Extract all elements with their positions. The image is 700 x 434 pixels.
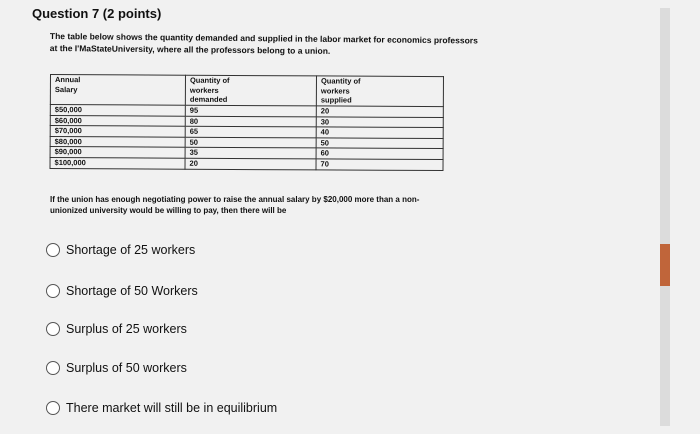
header-quantity-demanded: Quantity of workers demanded xyxy=(185,75,316,106)
table-row xyxy=(50,157,443,170)
header-annual-salary: Annual Salary xyxy=(50,75,185,106)
table-header-row xyxy=(50,75,443,107)
cell-demanded: 95 xyxy=(185,105,316,116)
option-shortage-50[interactable] xyxy=(46,284,198,298)
labor-market-table xyxy=(50,74,444,171)
option-equilibrium[interactable] xyxy=(46,401,277,415)
radio-button[interactable] xyxy=(46,361,60,375)
radio-button[interactable] xyxy=(46,401,60,415)
question-prompt xyxy=(50,194,510,216)
option-surplus-25[interactable] xyxy=(46,322,187,336)
option-label: Shortage of 25 workers xyxy=(66,243,196,257)
cell-supplied: 70 xyxy=(316,159,443,170)
cell-supplied: 40 xyxy=(316,127,443,138)
vertical-scrollbar[interactable] xyxy=(660,8,670,426)
cell-salary: $60,000 xyxy=(50,115,185,126)
cell-demanded: 80 xyxy=(185,116,316,127)
radio-button[interactable] xyxy=(46,322,60,336)
cell-demanded: 35 xyxy=(185,148,316,159)
cell-salary: $50,000 xyxy=(50,105,185,116)
option-label: Shortage of 50 Workers xyxy=(66,284,198,298)
option-shortage-25[interactable] xyxy=(46,243,195,257)
radio-button[interactable] xyxy=(46,243,60,257)
option-label: Surplus of 25 workers xyxy=(66,322,187,336)
option-label: There market will still be in equilibrium xyxy=(66,401,278,415)
cell-salary: $90,000 xyxy=(50,147,185,158)
cell-salary: $80,000 xyxy=(50,136,185,147)
cell-demanded: 20 xyxy=(185,158,316,169)
intro-line-1: The table below shows the quantity demanded and supplied in the labor market for economics professors xyxy=(49,30,478,46)
cell-supplied: 60 xyxy=(316,148,443,159)
cell-demanded: 65 xyxy=(185,126,316,137)
cell-salary: $70,000 xyxy=(50,126,185,137)
cell-supplied: 20 xyxy=(316,106,443,117)
cell-supplied: 30 xyxy=(316,116,443,127)
cell-supplied: 50 xyxy=(316,138,443,149)
intro-line-2: at the I'MaStateUniversity, where all the professors belong to a union. xyxy=(49,42,331,56)
cell-demanded: 50 xyxy=(185,137,316,148)
cell-salary: $100,000 xyxy=(50,157,185,168)
header-quantity-supplied: Quantity of workers supplied xyxy=(316,76,443,107)
prompt-line-2: unionized university would be willing to pay, then there will be xyxy=(50,206,287,215)
radio-button[interactable] xyxy=(46,284,60,298)
question-title: Question 7 (2 points) xyxy=(32,6,162,21)
scrollbar-thumb[interactable] xyxy=(660,244,670,286)
option-label: Surplus of 50 workers xyxy=(66,361,187,375)
question-intro xyxy=(50,30,570,59)
option-surplus-50[interactable] xyxy=(46,361,187,375)
prompt-line-1: If the union has enough negotiating power to raise the annual salary by $20,000 more than a non- xyxy=(50,195,420,204)
